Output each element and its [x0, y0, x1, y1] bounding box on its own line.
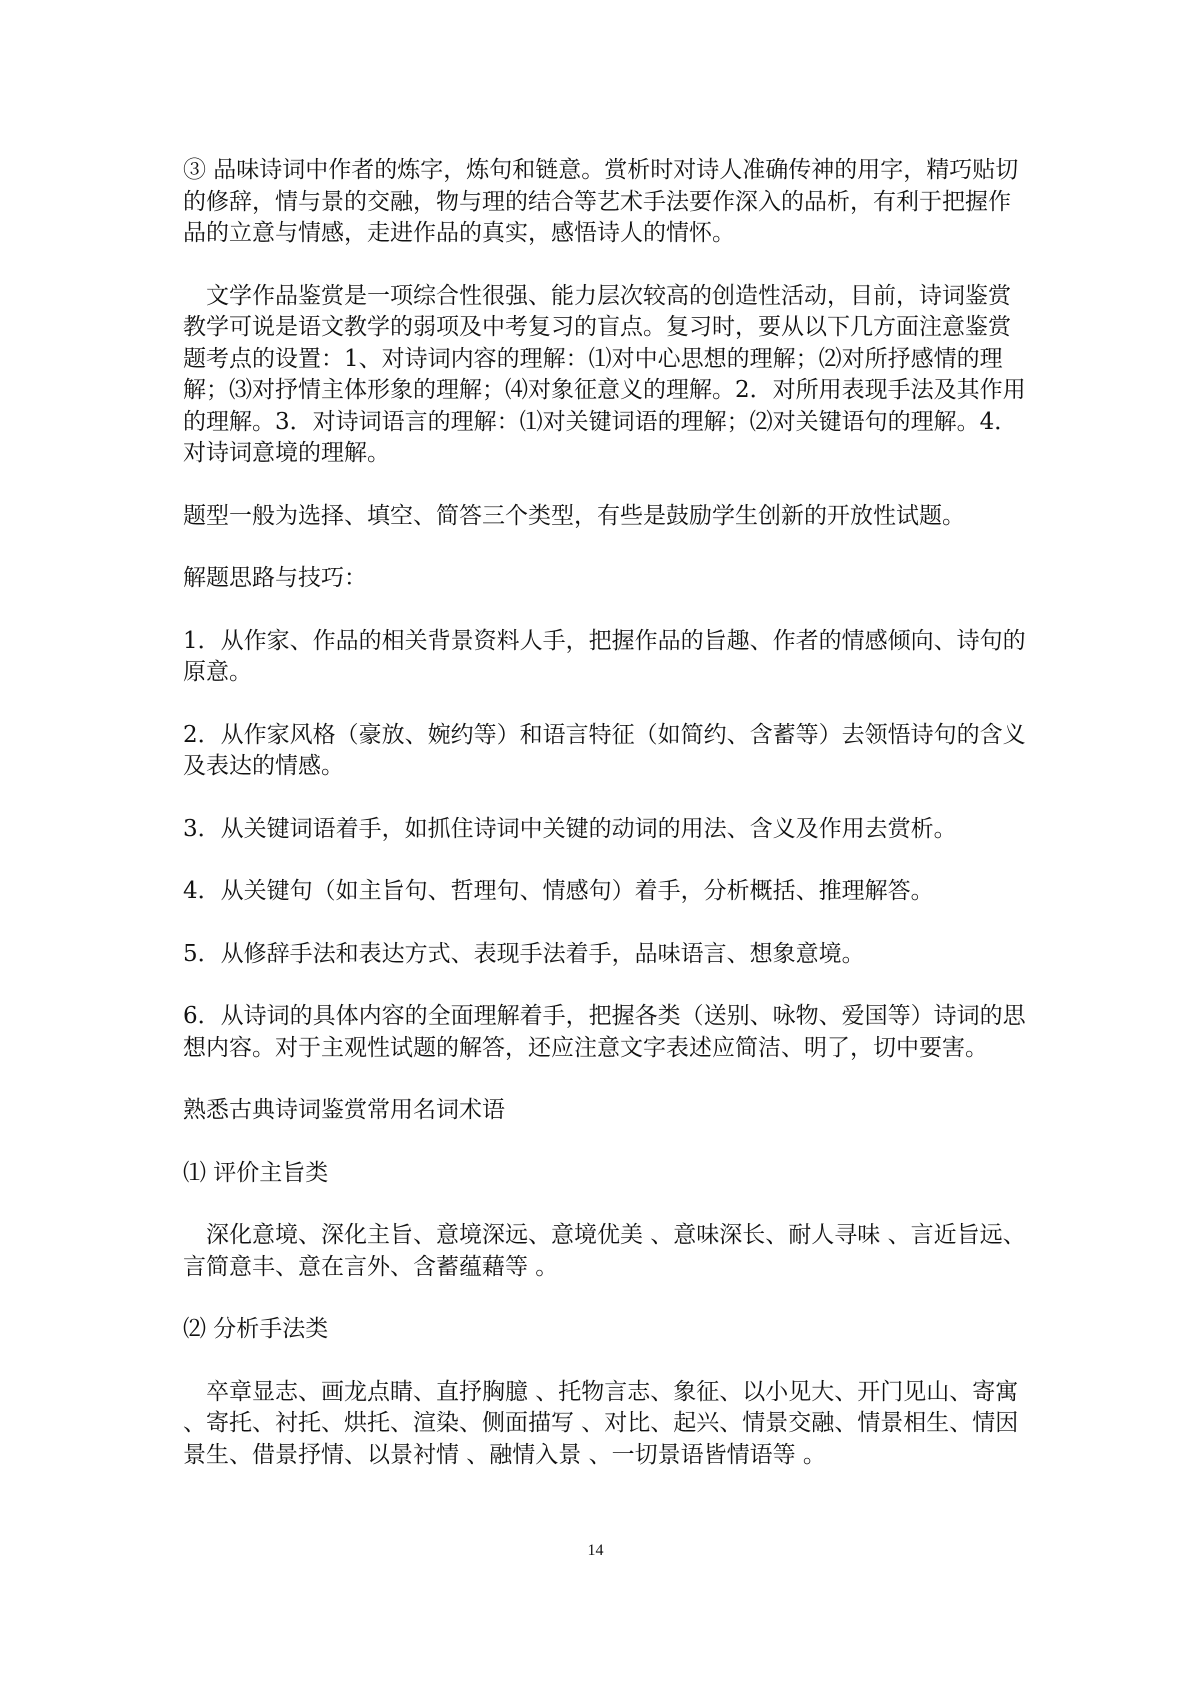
tip-item-3: 3．从关键词语着手，如抓住诗词中关键的动词的用法、含义及作用去赏析。: [183, 815, 957, 842]
page-number: 14: [587, 1542, 604, 1559]
tip-item-4: 4．从关键句（如主旨句、哲理句、情感句）着手，分析概括、推理解答。: [183, 878, 934, 904]
subheading-technique-analysis: ⑵ 分析手法类: [183, 1316, 329, 1342]
heading-solving-tips: 解题思路与技巧：: [183, 565, 367, 591]
paragraph-question-types: 题型一般为选择、填空、简答三个类型，有些是鼓励学生创新的开放性试题。: [183, 502, 965, 529]
subheading-theme-evaluation: ⑴ 评价主旨类: [183, 1159, 329, 1186]
heading-terminology: 熟悉古典诗词鉴赏常用名词术语: [183, 1097, 505, 1123]
terms-theme-evaluation: 深化意境、深化主旨、意境深远、意境优美 、意味深长、耐人寻味 、言近旨远、言简意丰、意在言外、含蓄蕴藉等 。: [183, 1222, 1026, 1280]
document-body: [183, 155, 1028, 1502]
tip-item-6: 6．从诗词的具体内容的全面理解着手，把握各类（送别、咏物、爱国等）诗词的思想内容。对于主观性试题的解答，还应注意文字表述应简洁、明了，切中要害。: [183, 1003, 1026, 1061]
paragraph-appreciation-overview: 文学作品鉴赏是一项综合性很强、能力层次较高的创造性活动，目前，诗词鉴赏教学可说是语文教学的弱项及中考复习的盲点。复习时，要从以下几方面注意鉴赏题考点的设置：1、对诗词内容的理解：⑴对中心思想的理解；⑵对所抒感情的理解；⑶对抒情主体形象的理解；⑷对象征意义的理解。2．对所用表现手法及其作用的理解。3．对诗词语言的理解：⑴对关键词语的理解；⑵对关键语句的理解。4．对诗词意境的理解。: [183, 282, 1026, 466]
tip-item-2: 2．从作家风格（豪放、婉约等）和语言特征（如简约、含蓄等）去领悟诗句的含义及表达的情感。: [183, 721, 1026, 779]
tip-item-5: 5．从修辞手法和表达方式、表现手法着手，品味语言、想象意境。: [183, 940, 865, 967]
tip-item-1: 1．从作家、作品的相关背景资料人手，把握作品的旨趣、作者的情感倾向、诗句的原意。: [183, 627, 1026, 685]
terms-technique-analysis: 卒章显志、画龙点睛、直抒胸臆 、托物言志、象征、以小见大、开门见山、寄寓 、寄托、衬托、烘托、渲染、侧面描写 、对比、起兴、情景交融、情景相生、情因景生、借景抒情、以景衬情 、融情入景 、一切景语皆情语等 。: [183, 1378, 1019, 1468]
paragraph-word-refining: ③ 品味诗词中作者的炼字，炼句和链意。赏析时对诗人准确传神的用字，精巧贴切的修辞，情与景的交融，物与理的结合等艺术手法要作深入的品析，有利于把握作品的立意与情感，走进作品的真实，感悟诗人的情怀。: [183, 157, 1019, 246]
